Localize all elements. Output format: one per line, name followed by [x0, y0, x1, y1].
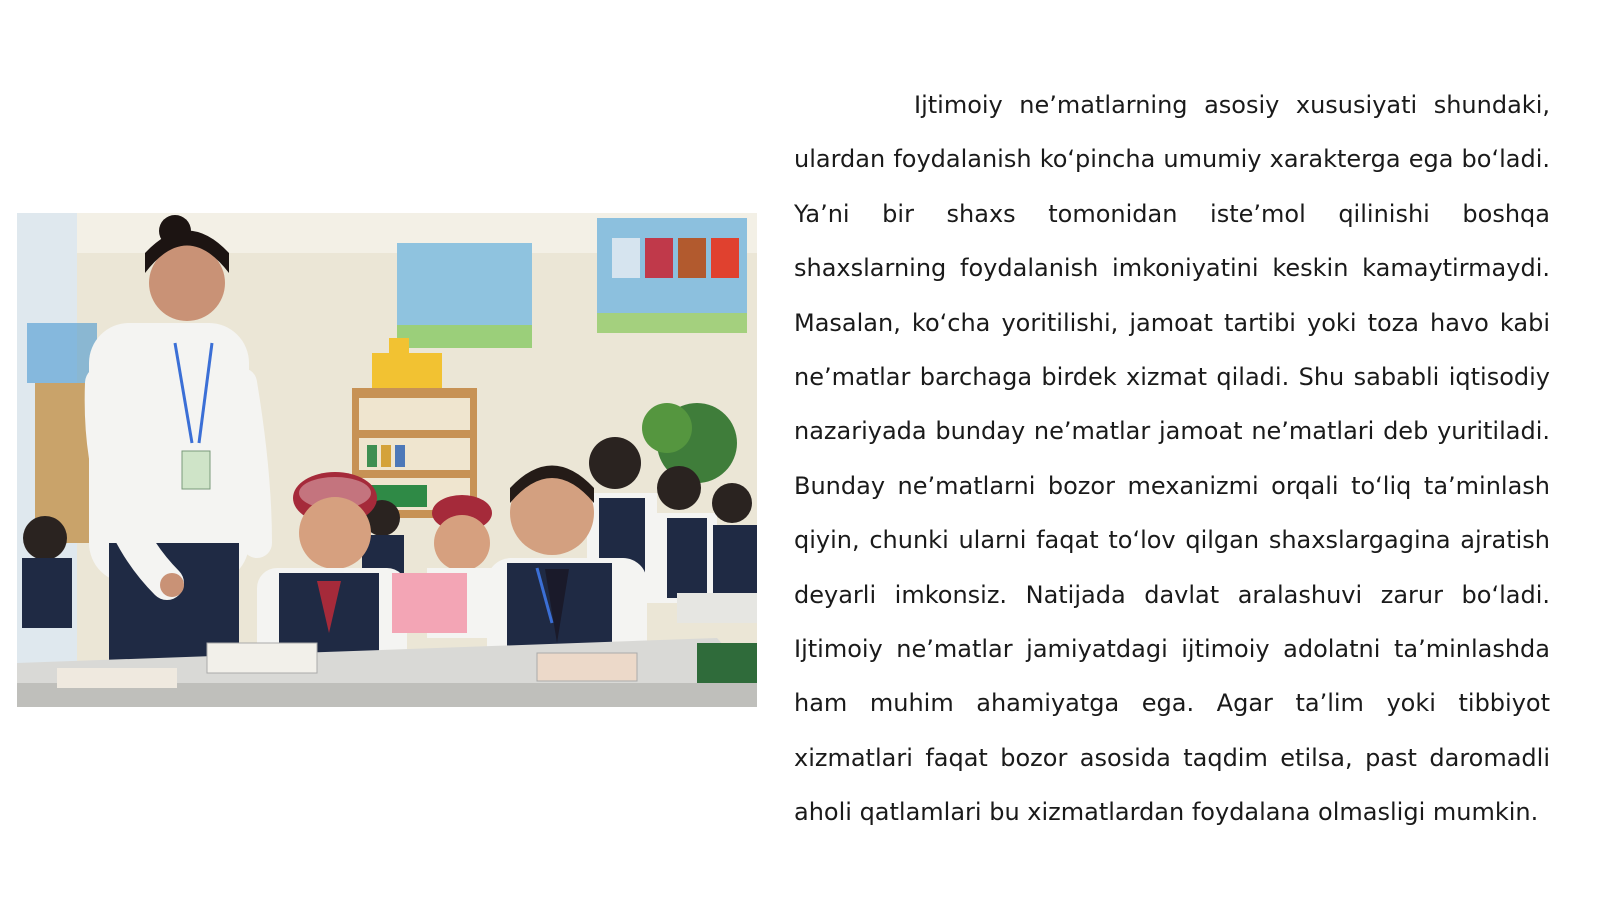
- classroom-photo: [17, 213, 757, 707]
- classroom-photo-icon: [17, 213, 757, 707]
- body-paragraph: Ijtimoiy ne’matlarning asosiy xususiyati shundaki, ulardan foydalanish ko‘pincha umumiy xarakterga ega bo‘ladi. Ya’ni bir shaxs tomonidan iste’mol qilinishi boshqa shaxslarning foydalanish imkoniyatini keskin kamaytirmaydi. Masalan, ko‘cha yoritilishi, jamoat tartibi yoki toza havo kabi ne’matlar barchaga birdek xizmat qiladi. Shu sababli iqtisodiy nazariyada bunday ne’matlar jamoat ne’matlari deb yuritiladi. Bunday ne’matlarni bozor mexanizmi orqali to‘liq ta’minlash qiyin, chunki ularni faqat to‘lov qilgan shaxslargagina ajratish deyarli imkonsiz. Natijada davlat aralashuvi zarur bo‘ladi. Ijtimoiy ne’matlar jamiyatdagi ijtimoiy adolatni ta’minlashda ham muhim ahamiyatga ega. Agar ta’lim yoki tibbiyot xizmatlari faqat bozor asosida taqdim etilsa, past daromadli aholi qatlamlari bu xizmatlardan foydalana olmasligi mumkin.: [794, 91, 1550, 827]
